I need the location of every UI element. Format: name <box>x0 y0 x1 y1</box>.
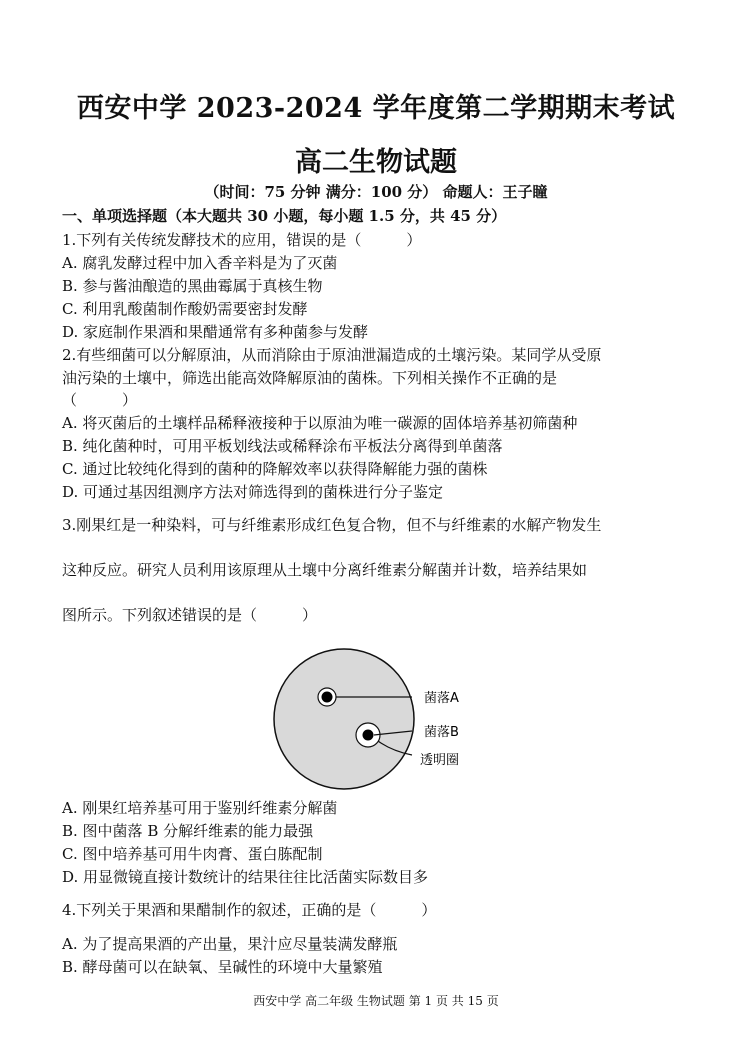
q1-option-d: D. 家庭制作果酒和果醋通常有多种菌参与发酵 <box>62 323 369 341</box>
label-colony-a: 菌落A <box>424 691 459 706</box>
q4-option-b: B. 酵母菌可以在缺氧、呈碱性的环境中大量繁殖 <box>62 958 383 976</box>
q4-option-a: A. 为了提高果酒的产出量，果汁应尽量装满发酵瓶 <box>62 935 398 953</box>
label-colony-b: 菌落B <box>424 725 459 740</box>
petri-dish <box>274 649 414 789</box>
q2-option-a: A. 将灭菌后的土壤样品稀释液接种于以原油为唯一碳源的固体培养基初筛菌种 <box>62 414 578 432</box>
q2-option-b: B. 纯化菌种时，可用平板划线法或稀释涂布平板法分离得到单菌落 <box>62 437 503 455</box>
petri-dish-figure <box>272 647 482 797</box>
q3-stem-line3: 图所示。下列叙述错误的是（ ） <box>62 606 318 624</box>
q1-stem: 1.下列有关传统发酵技术的应用，错误的是（ ） <box>62 231 422 249</box>
q3-option-d: D. 用显微镜直接计数统计的结果往往比活菌实际数目多 <box>62 868 429 886</box>
q3-option-b: B. 图中菌落 B 分解纤维素的能力最强 <box>62 822 314 840</box>
q2-option-c: C. 通过比较纯化得到的菌种的降解效率以获得降解能力强的菌株 <box>62 460 488 478</box>
q1-option-a: A. 腐乳发酵过程中加入香辛料是为了灭菌 <box>62 254 338 272</box>
q2-stem-line1: 2.有些细菌可以分解原油，从而消除由于原油泄漏造成的土壤污染。某同学从受原 <box>62 346 602 364</box>
colony-b <box>363 730 374 741</box>
label-clear-zone: 透明圈 <box>420 753 460 768</box>
section-heading: 一、单项选择题（本大题共 30 小题，每小题 1.5 分，共 45 分） <box>62 207 507 225</box>
page-title: 西安中学 2023-2024 学年度第二学期期末考试 <box>76 93 676 124</box>
q2-option-d: D. 可通过基因组测序方法对筛选得到的菌株进行分子鉴定 <box>62 483 444 501</box>
q1-option-b: B. 参与酱油酿造的黑曲霉属于真核生物 <box>62 277 323 295</box>
q4-stem: 4.下列关于果酒和果醋制作的叙述，正确的是（ ） <box>62 901 437 919</box>
q3-option-a: A. 刚果红培养基可用于鉴别纤维素分解菌 <box>62 799 338 817</box>
q1-option-c: C. 利用乳酸菌制作酸奶需要密封发酵 <box>62 300 308 318</box>
q3-option-c: C. 图中培养基可用牛肉膏、蛋白胨配制 <box>62 845 323 863</box>
q2-stem-line2: 油污染的土壤中，筛选出能高效降解原油的菌株。下列相关操作不正确的是 <box>62 369 558 387</box>
q3-stem-line2: 这种反应。研究人员利用该原理从土壤中分离纤维素分解菌并计数，培养结果如 <box>62 561 588 579</box>
page-subtitle: 高二生物试题 <box>295 147 457 178</box>
q3-stem-line1: 3.刚果红是一种染料，可与纤维素形成红色复合物，但不与纤维素的水解产物发生 <box>62 516 602 534</box>
colony-a <box>322 692 333 703</box>
exam-meta: （时间：75 分钟 满分：100 分） 命题人：王子瞳 <box>204 183 548 201</box>
q2-stem-line3: （ ） <box>62 391 138 409</box>
page-footer: 西安中学 高二年级 生物试题 第 1 页 共 15 页 <box>253 994 499 1008</box>
